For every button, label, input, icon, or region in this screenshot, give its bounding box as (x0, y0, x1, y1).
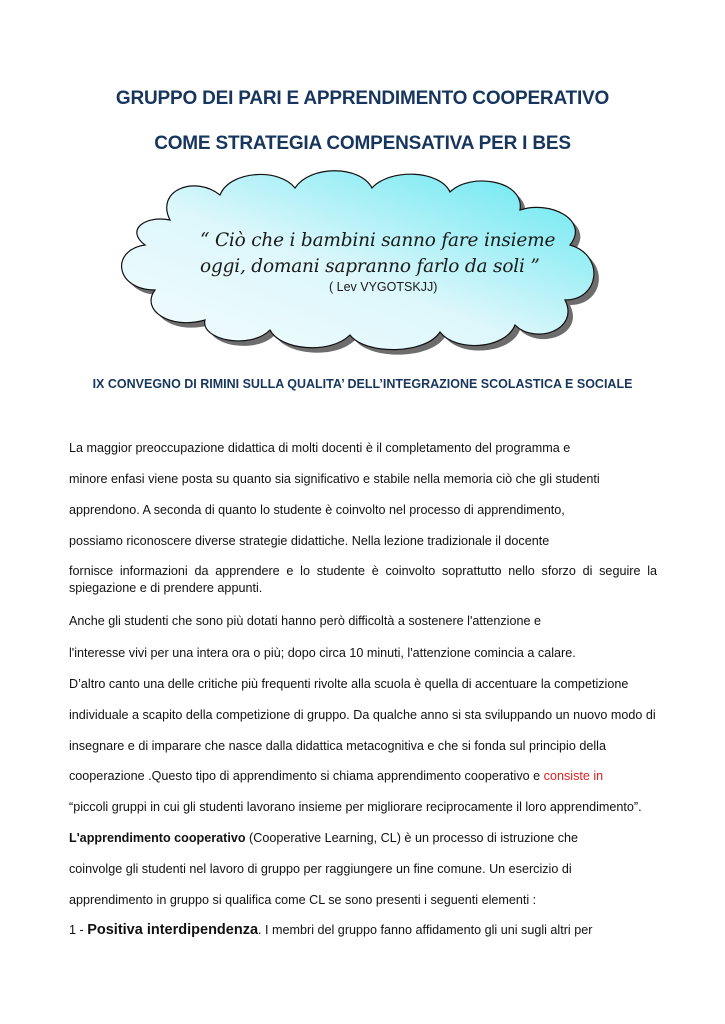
body-line: apprendimento in gruppo si qualifica come CL se sono presenti i seguenti elementi : (69, 893, 537, 907)
body-line (69, 830, 657, 847)
body-line (69, 922, 657, 939)
body-line (69, 768, 657, 785)
body-line: Anche gli studenti che sono più dotati hanno però difficoltà a sostenere l'attenzione e (69, 614, 541, 628)
document-title-line1: GRUPPO DEI PARI E APPRENDIMENTO COOPERATIVO (115, 88, 610, 109)
conference-subtitle: IX CONVEGNO DI RIMINI SULLA QUALITA’ DELL’INTEGRAZIONE SCOLASTICA E SOCIALE (92, 377, 633, 391)
body-line: individuale a scapito della competizione di gruppo. Da qualche anno si sta sviluppando un nuovo modo di (69, 708, 656, 722)
bold-term: Positiva interdipendenza (87, 922, 259, 938)
body-text: . I membri del gruppo fanno affidamento gli uni sugli altri per (258, 923, 593, 937)
body-line: l'interesse vivi per una intera ora o più; dopo circa 10 minuti, l'attenzione comincia a calare. (69, 646, 576, 660)
quote-line1: “ Ciò che i bambini sanno fare insieme (200, 230, 556, 251)
body-line: D’altro canto una delle critiche più frequenti rivolte alla scuola è quella di accentuare la competizione (69, 677, 629, 691)
body-line: possiamo riconoscere diverse strategie didattiche. Nella lezione tradizionale il docente (69, 534, 550, 548)
highlighted-text: consiste in (543, 769, 604, 783)
quote-author: ( Lev VYGOTSKJJ) (329, 280, 438, 294)
body-line: coinvolge gli studenti nel lavoro di gruppo per raggiungere un fine comune. Un esercizio di (69, 862, 572, 876)
body-line: La maggior preoccupazione didattica di molti docenti è il completamento del programma e (69, 441, 571, 455)
list-number: 1 - (69, 923, 88, 937)
document-title-line2: COME STRATEGIA COMPENSATIVA PER I BES (154, 133, 571, 154)
body-line: apprendono. A seconda di quanto lo studente è coinvolto nel processo di apprendimento, (69, 503, 565, 517)
body-text: (Cooperative Learning, CL) è un processo di istruzione che (245, 831, 579, 845)
body-paragraph: fornisce informazioni da apprendere e lo studente è coinvolto soprattutto nello sforzo di seguire la spiegazione e di prendere appunti. (69, 564, 657, 595)
quote-line2: oggi, domani sapranno farlo da soli ” (200, 256, 540, 277)
body-line: “piccoli gruppi in cui gli studenti lavorano insieme per migliorare reciprocamente il loro apprendimento”. (69, 800, 642, 814)
body-text: cooperazione .Questo tipo di apprendimento si chiama apprendimento cooperativo e (69, 769, 544, 783)
body-line: insegnare e di imparare che nasce dalla didattica metacognitiva e che si fonda sul principio della (69, 739, 606, 753)
bold-term: L'apprendimento cooperativo (69, 831, 246, 845)
body-line: minore enfasi viene posta su quanto sia significativo e stabile nella memoria ciò che gli studenti (69, 472, 600, 486)
